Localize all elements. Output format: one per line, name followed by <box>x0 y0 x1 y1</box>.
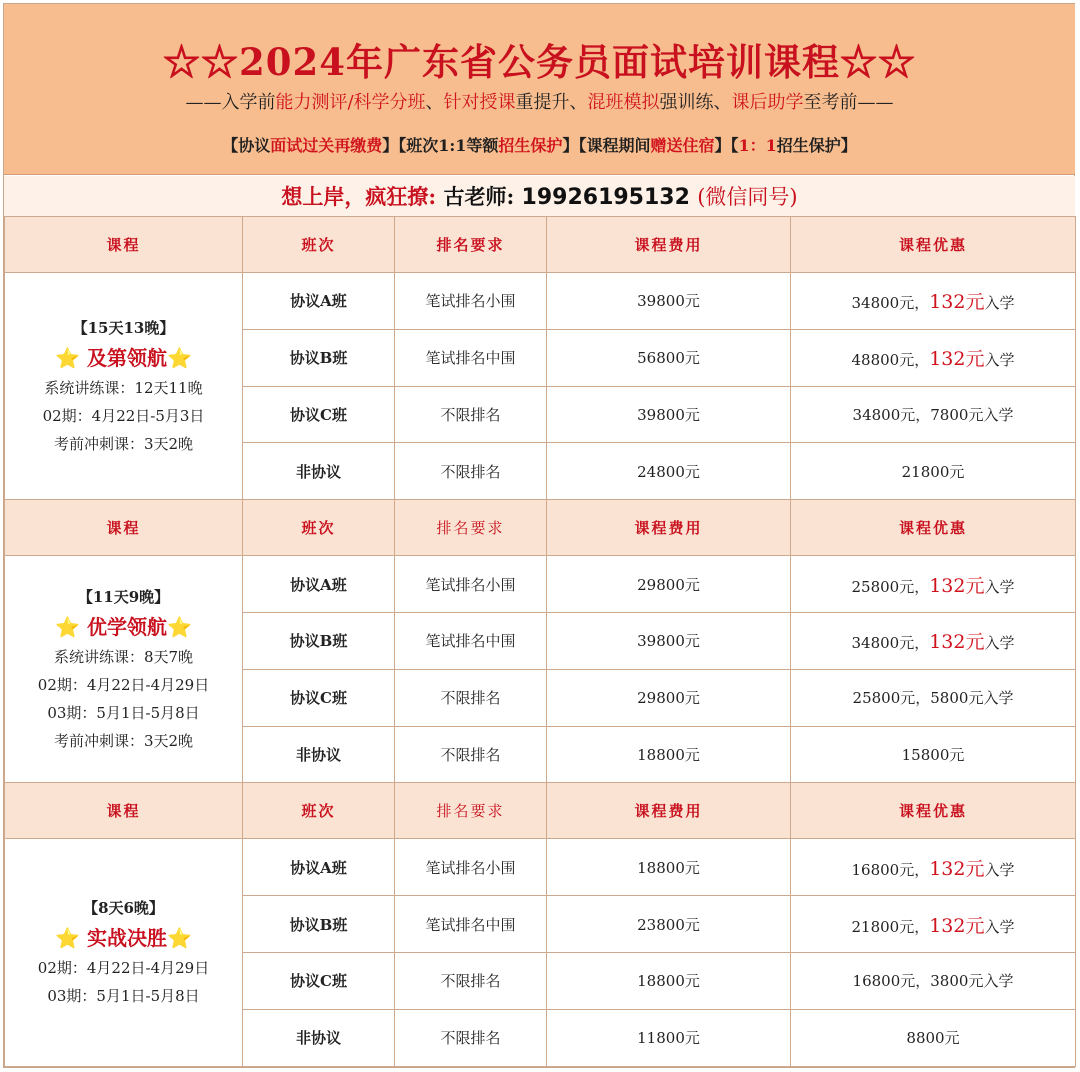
course-offer <box>791 273 1076 330</box>
column-header: 排名要求 <box>395 217 547 273</box>
course-offer <box>791 952 1076 1009</box>
offer-price: 21800元 <box>901 462 965 481</box>
course-fee: 18800元 <box>547 839 791 896</box>
class-type: 协议A班 <box>243 839 395 896</box>
table-row <box>5 839 1076 896</box>
course-schedule-line: 02期：4月22日-4月29日 <box>37 676 210 695</box>
course-fee: 56800元 <box>547 329 791 386</box>
band-part: 招生保护 <box>498 136 563 155</box>
offer-price: 8800元 <box>906 1029 960 1048</box>
course-offer <box>791 612 1076 669</box>
course-fee: 29800元 <box>547 669 791 726</box>
course-schedule-line: 02期：4月22日-4月29日 <box>37 959 210 978</box>
rank-requirement: 笔试排名小围 <box>395 273 547 330</box>
offer-price: 21800元， <box>851 917 930 936</box>
course-offer <box>791 329 1076 386</box>
band-part: 】【班次1:1等额 <box>382 136 499 155</box>
column-header: 排名要求 <box>395 783 547 839</box>
class-type: 协议C班 <box>243 669 395 726</box>
course-name: ⭐ 及第领航⭐ <box>55 346 192 371</box>
offer-suffix: 入学 <box>984 634 1015 653</box>
phone-number[interactable]: 19926195132 <box>521 185 690 210</box>
class-type: 协议B班 <box>243 329 395 386</box>
column-header: 课程优惠 <box>791 500 1076 556</box>
subtitle-part: ——入学前 <box>185 92 276 113</box>
course-table <box>4 216 1076 1067</box>
offer-deposit: 132元 <box>929 574 985 597</box>
offer-price: 34800元， <box>851 294 930 313</box>
band-part: 面试过关再缴费 <box>270 136 383 155</box>
table-row <box>5 273 1076 330</box>
course-schedule-line: 考前冲刺课：3天2晚 <box>53 435 194 454</box>
rank-requirement: 笔试排名小围 <box>395 839 547 896</box>
subtitle-part: 混班模拟 <box>587 92 660 113</box>
course-duration: 【8天6晚】 <box>83 899 164 918</box>
class-type: 协议C班 <box>243 952 395 1009</box>
subtitle-part: 能力测评/科学分班 <box>275 92 426 113</box>
course-offer <box>791 839 1076 896</box>
contact-lead: 想上岸，疯狂撩: <box>281 184 437 209</box>
table-row <box>5 556 1076 613</box>
contact-line <box>4 176 1075 217</box>
rank-requirement: 笔试排名中围 <box>395 896 547 953</box>
band-part: 招生保护】 <box>776 136 857 155</box>
course-name: ⭐ 实战决胜⭐ <box>55 926 192 951</box>
subtitle <box>4 88 1075 114</box>
offer-price: 48800元， <box>851 351 930 370</box>
offer-price: 34800元，7800元入学 <box>852 405 1014 424</box>
class-type: 协议B班 <box>243 896 395 953</box>
page-title: ☆☆2024年广东省公务员面试培训课程☆☆ <box>163 40 916 84</box>
offer-suffix: 入学 <box>984 294 1015 313</box>
offer-price: 16800元， <box>851 860 930 879</box>
course-offer <box>791 726 1076 783</box>
rank-requirement: 笔试排名中围 <box>395 612 547 669</box>
table-header-row <box>5 783 1076 839</box>
column-header: 课程优惠 <box>791 217 1076 273</box>
rank-requirement: 不限排名 <box>395 726 547 783</box>
band-part: 】【课程期间 <box>562 136 651 155</box>
band-part: 【协议 <box>222 136 271 155</box>
column-header: 课程 <box>5 500 243 556</box>
course-schedule-line: 考前冲刺课：3天2晚 <box>53 732 194 751</box>
course-fee: 18800元 <box>547 952 791 1009</box>
course-cell <box>5 273 243 500</box>
column-header: 排名要求 <box>395 500 547 556</box>
offer-price: 16800元，3800元入学 <box>852 972 1014 991</box>
subtitle-part: 课后助学 <box>731 92 804 113</box>
rank-requirement: 不限排名 <box>395 669 547 726</box>
class-type: 非协议 <box>243 726 395 783</box>
subtitle-part: 强训练、 <box>659 92 732 113</box>
class-type: 协议A班 <box>243 273 395 330</box>
offer-suffix: 入学 <box>984 351 1015 370</box>
column-header: 班次 <box>243 500 395 556</box>
column-header: 班次 <box>243 217 395 273</box>
table-header-row <box>5 217 1076 273</box>
course-duration: 【15天13晚】 <box>72 319 175 338</box>
teacher-name: 古老师: <box>443 184 515 209</box>
course-fee: 39800元 <box>547 612 791 669</box>
band-part: 】【 <box>714 136 739 155</box>
course-offer <box>791 896 1076 953</box>
course-name: ⭐ 优学领航⭐ <box>55 615 192 640</box>
offer-suffix: 入学 <box>984 917 1015 936</box>
rank-requirement: 笔试排名中围 <box>395 329 547 386</box>
subtitle-part: 针对授课 <box>443 92 516 113</box>
class-type: 协议A班 <box>243 556 395 613</box>
offer-suffix: 入学 <box>984 860 1015 879</box>
column-header: 课程费用 <box>547 500 791 556</box>
course-schedule-line: 03期：5月1日-5月8日 <box>47 704 200 723</box>
course-schedule-line: 系统讲练课：12天11晚 <box>44 379 203 398</box>
offer-price: 15800元 <box>901 745 965 764</box>
rank-requirement: 不限排名 <box>395 443 547 500</box>
header-banner <box>4 4 1075 130</box>
offer-deposit: 132元 <box>929 914 985 937</box>
subtitle-part: 、 <box>425 92 444 113</box>
course-fee: 39800元 <box>547 273 791 330</box>
class-type: 协议C班 <box>243 386 395 443</box>
course-fee: 11800元 <box>547 1009 791 1066</box>
course-fee: 29800元 <box>547 556 791 613</box>
course-offer <box>791 669 1076 726</box>
class-type: 非协议 <box>243 1009 395 1066</box>
column-header: 课程 <box>5 217 243 273</box>
offer-deposit: 132元 <box>929 857 985 880</box>
rank-requirement: 不限排名 <box>395 952 547 1009</box>
course-fee: 39800元 <box>547 386 791 443</box>
column-header: 课程优惠 <box>791 783 1076 839</box>
course-offer <box>791 556 1076 613</box>
band-part: 1：1 <box>738 136 777 155</box>
column-header: 课程费用 <box>547 217 791 273</box>
class-type: 协议B班 <box>243 612 395 669</box>
band-part: 赠送住宿 <box>650 136 715 155</box>
offer-deposit: 132元 <box>929 348 985 371</box>
rank-requirement: 不限排名 <box>395 386 547 443</box>
offer-price: 25800元，5800元入学 <box>852 689 1014 708</box>
course-offer <box>791 1009 1076 1066</box>
course-fee: 24800元 <box>547 443 791 500</box>
column-header: 课程费用 <box>547 783 791 839</box>
course-schedule-line: 02期：4月22日-5月3日 <box>42 407 205 426</box>
offer-suffix: 入学 <box>984 577 1015 596</box>
offer-price: 25800元， <box>851 577 930 596</box>
offer-deposit: 132元 <box>929 631 985 654</box>
column-header: 课程 <box>5 783 243 839</box>
course-cell <box>5 839 243 1066</box>
course-cell <box>5 556 243 783</box>
wechat-note: (微信同号) <box>697 185 798 209</box>
course-offer <box>791 386 1076 443</box>
rank-requirement: 不限排名 <box>395 1009 547 1066</box>
subtitle-part: 重提升、 <box>515 92 588 113</box>
subtitle-part: 至考前—— <box>803 92 894 113</box>
offer-deposit: 132元 <box>929 291 985 314</box>
course-duration: 【11天9晚】 <box>77 588 170 607</box>
offer-price: 34800元， <box>851 634 930 653</box>
rank-requirement: 笔试排名小围 <box>395 556 547 613</box>
table-header-row <box>5 500 1076 556</box>
benefits-band <box>4 129 1075 175</box>
class-type: 非协议 <box>243 443 395 500</box>
course-fee: 23800元 <box>547 896 791 953</box>
course-offer <box>791 443 1076 500</box>
course-fee: 18800元 <box>547 726 791 783</box>
course-schedule-line: 03期：5月1日-5月8日 <box>47 987 200 1006</box>
course-schedule-line: 系统讲练课：8天7晚 <box>53 648 194 667</box>
column-header: 班次 <box>243 783 395 839</box>
